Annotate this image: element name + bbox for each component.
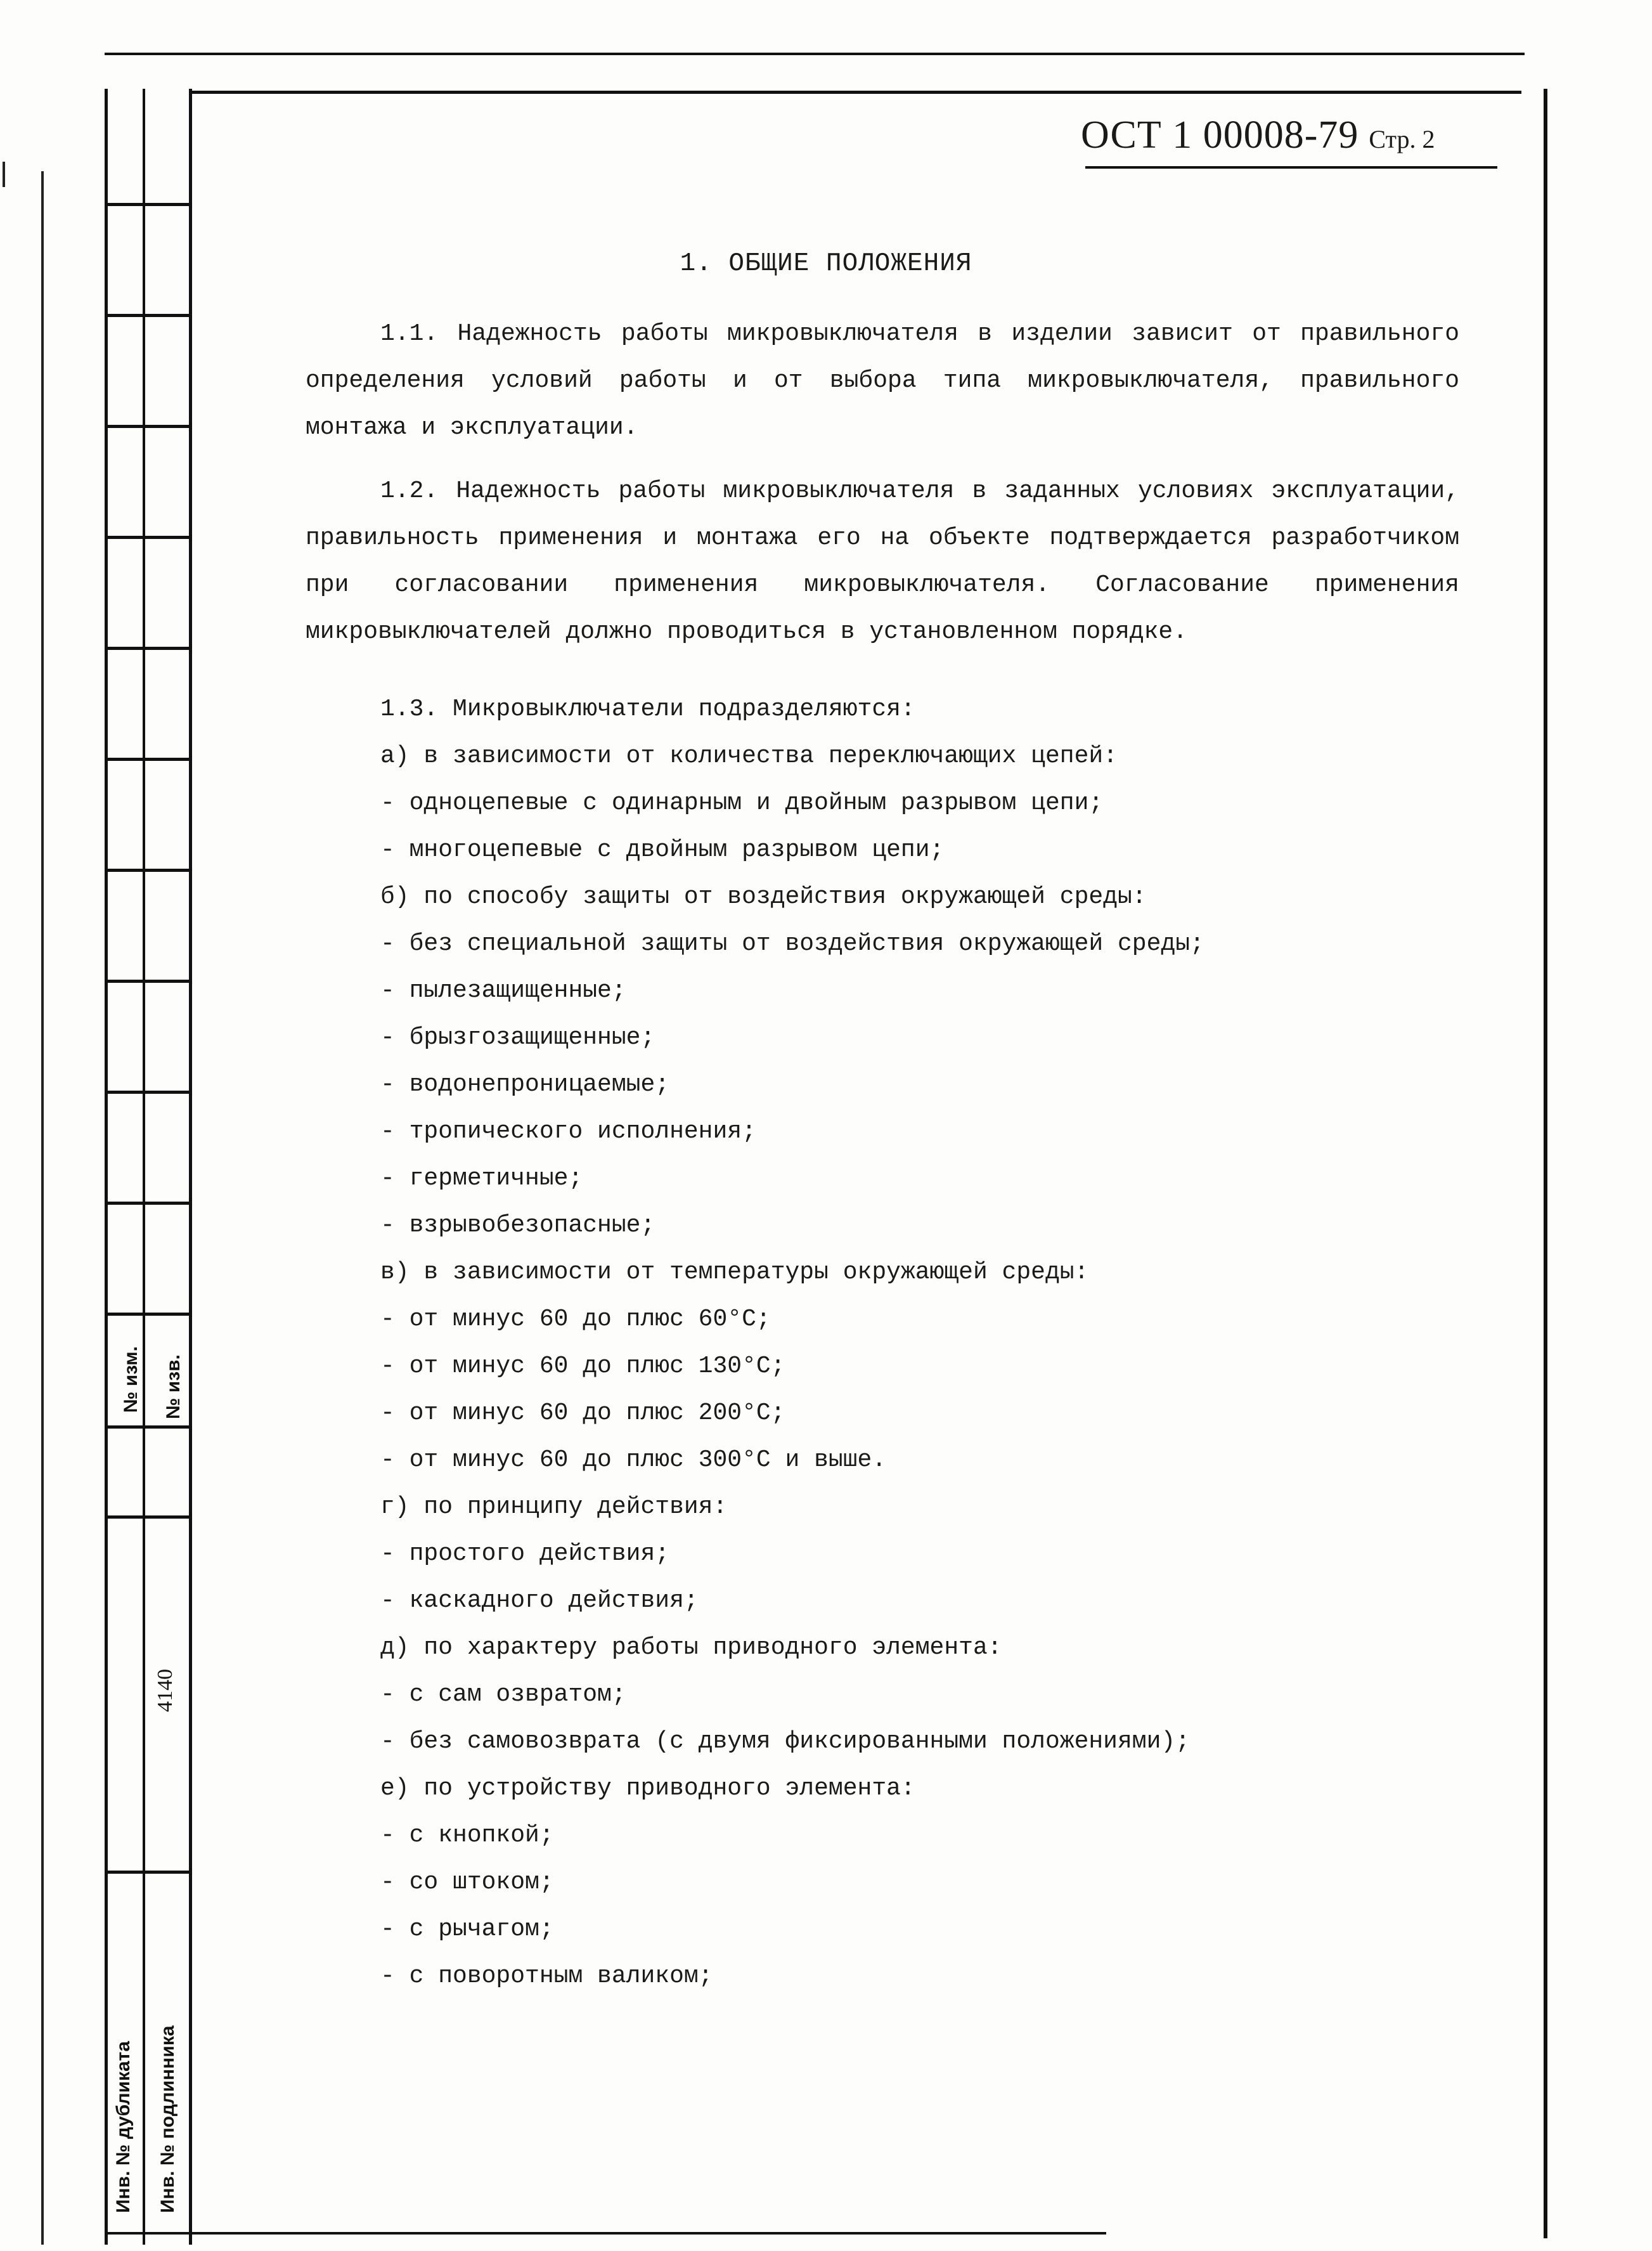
stamp-grid-line <box>105 647 192 650</box>
list-item: б) по способу защиты от воздействия окружающей среды: <box>380 883 1147 911</box>
frame-line-left-outer <box>105 89 108 2245</box>
list-item: д) по характеру работы приводного элемента: <box>380 1634 1002 1661</box>
list-item: - герметичные; <box>380 1165 583 1192</box>
frame-line-bottom <box>105 2232 1106 2235</box>
list-item: в) в зависимости от температуры окружающей среды: <box>380 1259 1089 1286</box>
list-item: е) по устройству приводного элемента: <box>380 1775 915 1802</box>
frame-line-top <box>105 53 1525 55</box>
header-underline <box>1085 166 1497 169</box>
list-item: - пылезащищенные; <box>380 977 626 1004</box>
page-number: Стр. 2 <box>1369 125 1435 153</box>
document-body <box>306 311 1459 2000</box>
paragraph-1-1: 1.1. Надежность работы микровыключателя в изделии зависит от правильного определения условий работы и от выбора типа микровыключателя, правильного монтажа и эксплуатации. <box>306 320 1459 441</box>
list-item: - с кнопкой; <box>380 1822 554 1849</box>
stamp-grid-line <box>105 1871 192 1874</box>
stamp-grid-line <box>105 536 192 539</box>
stamp-grid-line <box>105 203 192 206</box>
stamp-label-izm: № изм. <box>120 1346 141 1413</box>
document-code: ОСТ 1 00008-79 <box>1081 114 1359 157</box>
stamp-grid-line <box>105 758 192 761</box>
stamp-grid-line <box>105 1425 192 1429</box>
stamp-grid-line <box>105 425 192 428</box>
stamp-grid-line <box>105 314 192 317</box>
stamp-grid-line <box>105 1515 192 1519</box>
list-item: - с сам озвратом; <box>380 1681 626 1708</box>
list-item: - брызгозащищенные; <box>380 1024 655 1051</box>
list-heading: 1.3. Микровыключатели подразделяются: <box>380 696 915 723</box>
page-header <box>1081 113 1435 158</box>
list-item: - от минус 60 до плюс 60°С; <box>380 1306 771 1333</box>
list-item: - взрывобезопасные; <box>380 1212 655 1239</box>
frame-line-top-inner <box>190 91 1521 94</box>
list-item: - многоцепевые с двойным разрывом цепи; <box>380 836 945 864</box>
list-item: - от минус 60 до плюс 200°С; <box>380 1399 785 1427</box>
stamp-inventory-number: 4140 <box>153 1669 177 1712</box>
stamp-grid-line <box>105 1313 192 1316</box>
scan-edge-mark <box>41 171 44 2245</box>
stamp-grid-line <box>105 1202 192 1205</box>
list-item: - простого действия; <box>380 1540 670 1567</box>
list-item: - тропического исполнения; <box>380 1118 756 1145</box>
list-item: - со штоком; <box>380 1869 554 1896</box>
stamp-label-dublikat: Инв. № дубликата <box>113 2040 134 2213</box>
list-item: - водонепроницаемые; <box>380 1071 670 1098</box>
list-item: - без специальной защиты от воздействия окружающей среды; <box>380 930 1204 957</box>
stamp-label-izv: № изв. <box>163 1354 184 1419</box>
stamp-grid-line <box>105 869 192 872</box>
scan-edge-mark <box>3 162 5 187</box>
list-item: - от минус 60 до плюс 300°С и выше. <box>380 1446 887 1474</box>
list-item: - с поворотным валиком; <box>380 1962 713 1990</box>
list-item: а) в зависимости от количества переключающих цепей: <box>380 743 1118 770</box>
list-item: - одноцепевые с одинарным и двойным разрывом цепи; <box>380 789 1104 817</box>
list-item: - без самовозврата (с двумя фиксированными положениями); <box>380 1728 1191 1755</box>
stamp-grid-line <box>105 1091 192 1094</box>
stamp-grid-line <box>105 980 192 983</box>
list-item: - с рычагом; <box>380 1916 554 1943</box>
list-item: - от минус 60 до плюс 130°С; <box>380 1353 785 1380</box>
frame-line-left-inner <box>189 89 192 2245</box>
list-item: г) по принципу действия: <box>380 1493 728 1521</box>
paragraph-1-2: 1.2. Надежность работы микровыключателя в заданных условиях эксплуатации, правильность применения и монтажа его на объекте подтверждается разработчиком при согласовании применения микровыключателя. Согласование применения микровыключателей должно проводиться в установленном порядке. <box>306 477 1459 645</box>
frame-line-right <box>1544 89 1547 2238</box>
stamp-label-podlinnik: Инв. № подлинника <box>157 2025 178 2213</box>
section-title: 1. ОБЩИЕ ПОЛОЖЕНИЯ <box>680 249 972 278</box>
list-item: - каскадного действия; <box>380 1587 699 1614</box>
frame-line-left-middle <box>143 89 145 2245</box>
